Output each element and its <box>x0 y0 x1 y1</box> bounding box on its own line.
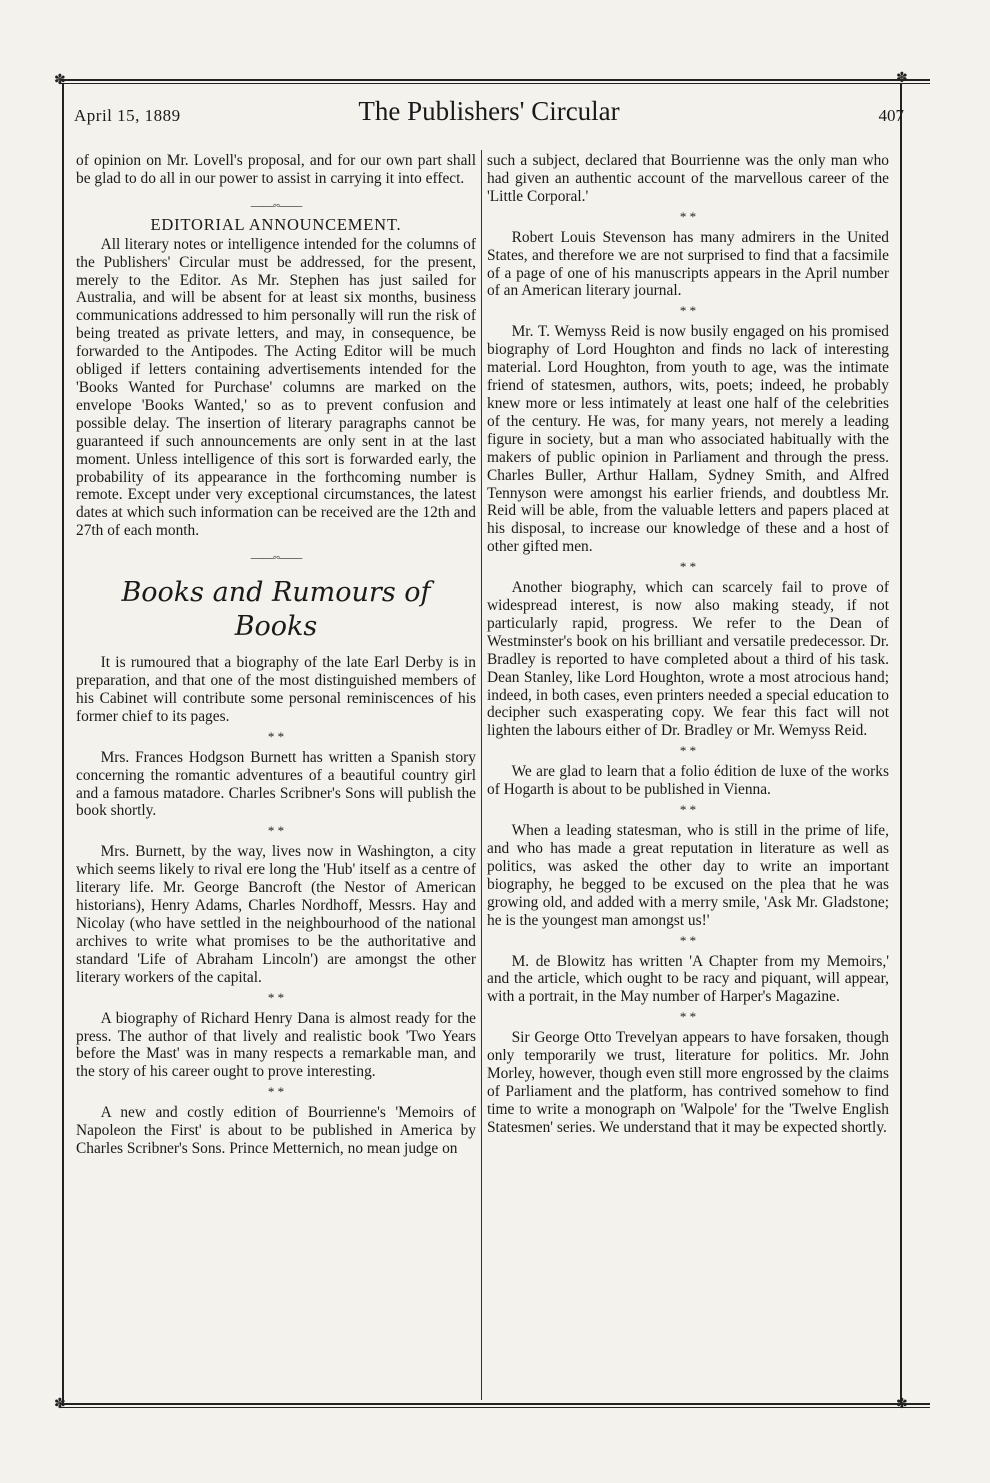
corner-ornament-icon: ✽ <box>54 73 66 88</box>
page-header <box>74 96 904 132</box>
asterism: * * <box>267 728 285 744</box>
corner-ornament-icon: ✽ <box>54 1397 66 1412</box>
asterism: * * <box>679 303 697 319</box>
frame-top-rule-inner <box>60 83 930 84</box>
paragraph: of opinion on Mr. Lovell's proposal, and for our own part shall be glad to do all in our power to assist in carrying it into effect. <box>76 152 476 187</box>
frame-bottom-rule <box>60 1403 930 1405</box>
asterism: * * <box>679 802 697 818</box>
paragraph: Sir George Otto Trevelyan appears to have forsaken, though only temporarily we trust, literature for politics. Mr. John Morley, however, though even still more engrossed by the claims of Parliament and the platform, has contrived somehow to find time to write a monograph on 'Walpole' for the 'Twelve English Statesmen' series. We understand that it may be expected shortly. <box>487 1029 889 1136</box>
paragraph: A new and costly edition of Bourrienne's 'Memoirs of Napoleon the First' is about to be published in America by Charles Scribner's Sons. Prince Metternich, no mean judge on <box>76 1104 476 1158</box>
section-rule: ——◦◦—— <box>250 550 302 565</box>
paragraph: Robert Louis Stevenson has many admirers in the United States, and therefore we are not surprised to find that a facsimile of a page of one of his manuscripts appears in the April number of an American literary journal. <box>487 228 889 300</box>
asterism: * * <box>679 932 697 948</box>
paragraph: such a subject, declared that Bourrienne was the only man who had given an authentic account of the marvellous career of the 'Little Corporal.' <box>487 152 889 205</box>
asterism: * * <box>679 559 697 575</box>
paragraph: M. de Blowitz has written 'A Chapter from my Memoirs,' and the article, which ought to be racy and piquant, will appear, with a portrait, in the May number of Harper's Magazine. <box>487 952 889 1006</box>
right-column <box>487 152 889 1137</box>
paragraph: Mrs. Frances Hodgson Burnett has written a Spanish story concerning the romantic adventures of a beautiful country girl and a famous matadore. Charles Scribner's Sons will publish the book shortly. <box>76 748 476 820</box>
column-divider <box>481 150 482 1400</box>
asterism: * * <box>267 989 285 1005</box>
asterism: * * <box>267 1084 285 1100</box>
paragraph: It is rumoured that a biography of the late Earl Derby is in preparation, and that one of the most distinguished members of his Cabinet will contribute some personal reminiscences of his former chief to its pages. <box>76 654 476 725</box>
paragraph: A biography of Richard Henry Dana is almost ready for the press. The author of that lively and realistic book 'Two Years before the Mast' was in many respects a remarkable man, and the story of his career ought to prove interesting. <box>76 1009 476 1081</box>
section-heading-line1: Books and Rumours of <box>121 577 431 609</box>
asterism: * * <box>267 823 285 839</box>
paragraph: Another biography, which can scarcely fail to prove of widespread interest, is now also making steady, if not particularly rapid, progress. We refer to the Dean of Westminster's book on his brilliant and versatile predecessor. Dr. Bradley is reported to have completed about a third of his task. Dean Stanley, like Lord Houghton, wrote a most atrocious hand; indeed, in both cases, even printers needed a special education to decipher such exasperating copy. We fear this fact will not lighten the labours either of Dr. Bradley or Mr. Wemyss Reid. <box>487 579 889 740</box>
corner-ornament-icon: ✽ <box>896 71 908 86</box>
page-title: The Publishers' Circular <box>358 96 620 126</box>
section-rule: ——◦◦—— <box>250 197 302 212</box>
paragraph: Mr. T. Wemyss Reid is now busily engaged on his promised biography of Lord Houghton and finds no lack of interesting material. Lord Houghton, from youth to age, was the intimate friend of statesmen, authors, wits, poets; indeed, he probably knew more or less intimately at least one half of the celebrities of the century. He was, for many years, not merely a leading figure in society, but a man who associated habitually with the makers of public opinion in Parliament and through the press. Charles Buller, Arthur Hallam, Sydney Smith, and Alfred Tennyson were amongst his earlier friends, and doubtless Mr. Reid will be able, from the valuable letters and papers placed at his disposal, to increase our knowledge of these and a host of other gifted men. <box>487 323 889 556</box>
frame-bottom-rule-inner <box>60 1407 930 1408</box>
paragraph: We are glad to learn that a folio édition de luxe of the works of Hogarth is about to be published in Vienna. <box>487 763 889 799</box>
announcement-paragraph: All literary notes or intelligence intended for the columns of the Publishers' Circular must be addressed, for the present, merely to the Editor. As Mr. Stephen has just sailed for Australia, and will be absent for at least six months, business communications addressed to him personally will run the risk of being treated as private letters, and may, in consequence, be forwarded to the Antipodes. The Acting Editor will be much obliged if letters containing advertisements intended for the 'Books Wanted for Purchase' columns are marked on the envelope 'Books Wanted,' so as to prevent confusion and possible delay. The insertion of literary paragraphs cannot be guaranteed if such announcements are only sent in at the last moment. Unless intelligence of this sort is forwarded early, the probability of its appearance in the forthcoming number is remote. Except under very exceptional circumstances, the latest dates at which such information can be received are the 12th and 27th of each month. <box>76 235 476 540</box>
asterism: * * <box>679 1009 697 1025</box>
page-number: 407 <box>878 106 904 125</box>
issue-date: April 15, 1889 <box>74 106 181 125</box>
corner-ornament-icon: ✽ <box>896 1397 908 1412</box>
section-heading-line2: Books <box>234 611 318 643</box>
left-column <box>76 152 476 1158</box>
asterism: * * <box>679 743 697 759</box>
paragraph: When a leading statesman, who is still in the prime of life, and who has made a great reputation in literature as well as politics, was asked the other day to write an important biography, he begged to be excused on the plea that he was growing old, and added with a merry smile, 'Ask Mr. Gladstone; he is the youngest man amongst us!' <box>487 822 889 929</box>
section-heading <box>76 576 476 644</box>
paragraph: Mrs. Burnett, by the way, lives now in Washington, a city which seems likely to rival ere long the 'Hub' itself as a centre of literary life. Mr. George Bancroft (the Nestor of American historians), Henry Adams, Charles Nordhoff, Messrs. Hay and Nicolay (who have settled in the neighbourhood of the national archives to write what promises to be the authoritative and standard 'Life of Abraham Lincoln') are amongst the other literary workers of the capital. <box>76 843 476 986</box>
frame-left-rule <box>62 84 64 1404</box>
asterism: * * <box>679 208 697 224</box>
frame-top-rule <box>60 79 930 81</box>
frame-right-rule <box>900 84 902 1404</box>
announcement-heading: EDITORIAL ANNOUNCEMENT. <box>150 214 402 234</box>
